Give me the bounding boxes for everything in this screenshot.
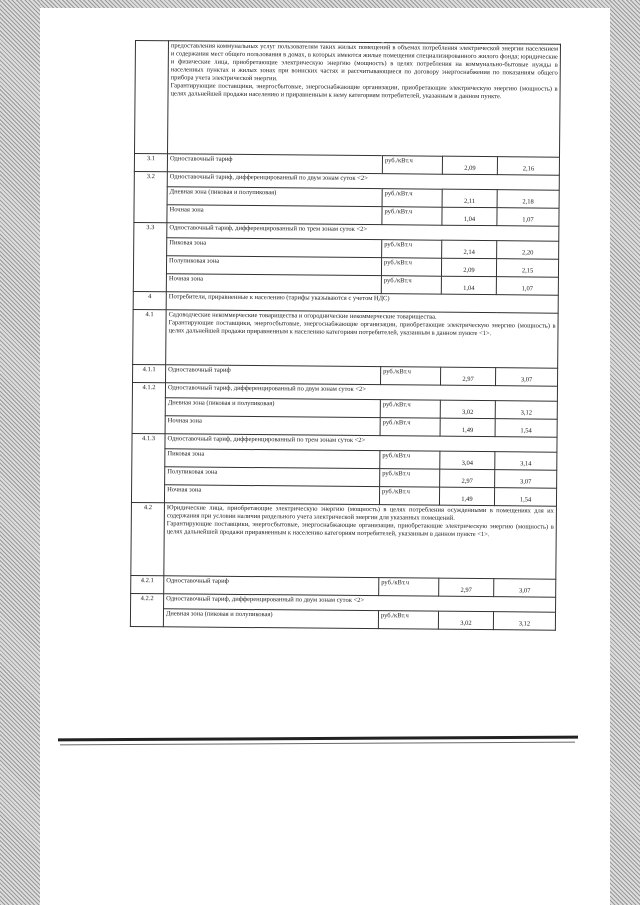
- row-label: Ночная зона: [167, 205, 382, 225]
- row-value-2: 1,54: [495, 419, 557, 438]
- row-value-1: 3,04: [440, 451, 495, 469]
- row-label: Полупиковая зона: [166, 256, 381, 276]
- scan-border-right: [610, 0, 640, 905]
- row-label: Одноставочный тариф: [164, 576, 379, 596]
- row-value-2: 1,07: [496, 277, 558, 296]
- row-guarantee: Гарантирующие поставщики, энергосбытовые, энергоснабжающие организации, приобретающие электрическую энергию (мощность) в целях дальнейшей продажи приравненным к населению категориям потребителей, указанным в данном пункте <1>.: [168, 319, 556, 338]
- row-value-1: 2,97: [439, 578, 494, 596]
- row-number: 4.2.2: [130, 593, 163, 626]
- row-value-2: 1,54: [494, 488, 556, 507]
- row-label: Одноставочный тариф: [167, 154, 382, 174]
- row-label: Ночная зона: [166, 274, 381, 294]
- row-label: Одноставочный тариф, дифференцированный по трем зонам суток <2>: [167, 223, 559, 241]
- row-unit: руб./кВт.ч: [380, 418, 440, 437]
- row-number: 4.1.2: [132, 382, 165, 433]
- tariff-table-sheet: [130, 40, 560, 631]
- row-label: Одноставочный тариф, дифференцированный по трем зонам суток <2>: [165, 434, 557, 452]
- row-label: Пиковая зона: [165, 449, 380, 469]
- row-unit: руб./кВт.ч: [380, 400, 440, 419]
- table-row: [130, 608, 555, 630]
- row-value-1: 1,04: [442, 207, 497, 225]
- row-value-1: 2,11: [442, 189, 497, 207]
- row-label: Садоводческие некоммерческие товарищества и огороднические некоммерческие товарищества.: [168, 311, 437, 321]
- row-unit: руб./кВт.ч: [381, 258, 441, 277]
- row-unit: руб./кВт.ч: [382, 156, 442, 175]
- row-value-2: 3,07: [494, 579, 556, 598]
- row-unit: руб./кВт.ч: [379, 578, 439, 597]
- row-number: 4: [133, 291, 166, 309]
- row-value-1: 1,49: [440, 418, 495, 436]
- row-value-1: 1,49: [439, 487, 494, 505]
- row-guarantee: Гарантирующие поставщики, энергосбытовые, энергоснабжающие организации, приобретающие электрическую энергию (мощность) в целях дальнейшей продажи приравненным к населению категориям потребителей, указанным в данном пункте <1>.: [166, 520, 554, 539]
- row-number: 3.1: [134, 154, 167, 172]
- row-unit: руб./кВт.ч: [382, 240, 442, 259]
- row-unit: руб./кВт.ч: [382, 189, 442, 208]
- row-unit: руб./кВт.ч: [380, 469, 440, 488]
- row-value-2: 2,16: [497, 157, 559, 176]
- row-label: Одноставочный тариф: [166, 365, 381, 385]
- tariff-table: [130, 40, 561, 631]
- row-label: Одноставочный тариф, дифференцированный по двум зонам суток <2>: [164, 594, 556, 612]
- row-value-2: 2,20: [497, 241, 559, 260]
- row-label: Дневная зона (пиковая и полупиковая): [163, 609, 378, 629]
- row-number: 3.2: [134, 171, 167, 222]
- table-row: [133, 309, 558, 368]
- row-unit: руб./кВт.ч: [379, 487, 439, 506]
- row-value-1: 2,97: [440, 367, 495, 385]
- row-value-2: 2,18: [497, 190, 559, 209]
- row-unit: руб./кВт.ч: [380, 451, 440, 470]
- row-value-2: 3,14: [495, 452, 557, 471]
- row-value-1: 2,14: [442, 240, 497, 258]
- row-value-1: 2,09: [442, 156, 497, 174]
- row-number: 4.2.1: [131, 575, 164, 593]
- row-unit: руб./кВт.ч: [378, 611, 438, 630]
- row-value-1: 2,97: [440, 469, 495, 487]
- row-label: Одноставочный тариф, дифференцированный по двум зонам суток <2>: [165, 383, 557, 401]
- row-unit: руб./кВт.ч: [381, 276, 441, 295]
- row-number: 3.3: [133, 222, 167, 291]
- row-number: 4.1.3: [131, 433, 165, 502]
- row-label: Дневная зона (пиковая и полупиковая): [165, 398, 380, 418]
- row-label: Юридические лица, приобретающие электрическую энергию (мощность) в целях потребления осужденными в помещениях для их содержания при условии наличия раздельного учета электрической энергии для указанных помещений.: [166, 504, 554, 522]
- row-value-2: 3,07: [495, 470, 557, 489]
- table-row: [135, 41, 561, 158]
- row-value-2: 3,12: [493, 612, 555, 631]
- row-unit: руб./кВт.ч: [382, 207, 442, 226]
- scan-border-left: [0, 0, 40, 905]
- table-row: [131, 502, 557, 579]
- row-label: Дневная зона (пиковая и полупиковая): [167, 187, 382, 207]
- row-value-1: 1,04: [441, 276, 496, 294]
- row-label: Одноставочный тариф, дифференцированный по двум зонам суток <2>: [167, 172, 559, 190]
- row-value-1: 3,02: [440, 400, 495, 418]
- row-value-1: 3,02: [438, 611, 493, 629]
- row-label: Ночная зона: [165, 416, 380, 436]
- intro-text: предоставления коммунальных услуг пользователям таких жилых помещений в объемах потребления электрической энергии населением и содержания мест общего пользования в домах, в которых имеются жилые помещения специализированного жилого фонда; юридические и физические лица, приобретающие электрическую энергию (мощность) в целях потребления на коммунально-бытовые нужды в населенных пунктах и жилых зонах при воинских частях и рассчитывающиеся по договору энергоснабжения по показаниям общего прибора учета электрической энергии.: [170, 42, 558, 83]
- row-number: 4.1.1: [133, 364, 166, 382]
- row-number: 4.2: [131, 502, 165, 575]
- row-value-1: 2,09: [441, 258, 496, 276]
- row-label: Потребители, приравненные к населению (тарифы указываются с учетом НДС): [166, 292, 558, 313]
- row-value-2: 2,15: [496, 259, 558, 278]
- row-unit: руб./кВт.ч: [381, 367, 441, 386]
- row-number: 4.1: [133, 309, 166, 364]
- scan-border-top: [40, 0, 610, 8]
- intro-guarantee: Гарантирующие поставщики, энергосбытовые, энергоснабжающие организации, приобретающие электрическую энергию (мощность) в целях дальнейшей продажи населению и приравненным к нему категориям потребителей, указанным в данном пункте.: [170, 82, 558, 101]
- row-value-2: 1,07: [497, 208, 559, 227]
- row-value-2: 3,07: [495, 368, 557, 387]
- row-value-2: 3,12: [495, 401, 557, 420]
- row-label: Ночная зона: [164, 485, 379, 505]
- row-label: Полупиковая зона: [165, 467, 380, 487]
- row-label: Пиковая зона: [167, 238, 382, 258]
